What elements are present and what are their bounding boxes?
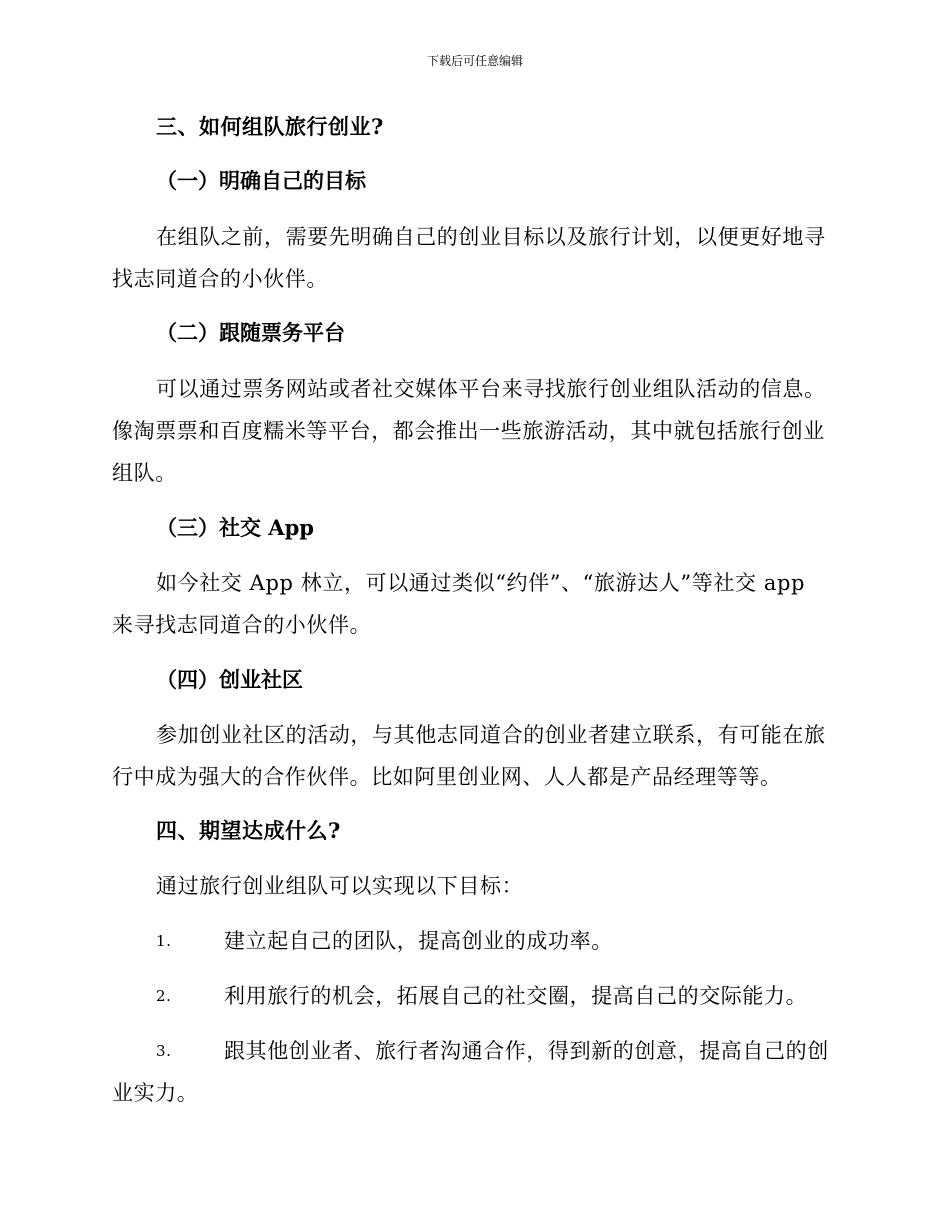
list-item-text: 利用旅行的机会，拓展自己的社交圈，提高自己的交际能力。 [224,984,808,1008]
list-item [112,920,832,962]
list-item-text-line-1: 跟其他创业者、旅行者沟通合作，得到新的创意，提高自己的创 [224,1039,829,1063]
list-item [112,975,832,1017]
list-item-number: 2. [156,987,172,1005]
subsection-4-body: 参加创业社区的活动，与其他志同道合的创业者建立联系，有可能在旅行中成为强大的合作伙伴。比如阿里创业网、人人都是产品经理等等。 [112,723,826,789]
list-item-text-line-2: 业实力。 [112,1081,199,1105]
subsection-3-heading: （三）社交 App [156,515,314,540]
list-item-number: 3. [156,1042,172,1060]
section-4-title: 四、期望达成什么? [156,818,341,843]
subsection-4-heading: （四）创业社区 [156,667,303,692]
section-4-intro: 通过旅行创业组队可以实现以下目标： [156,874,524,898]
section-3-title: 三、如何组队旅行创业? [156,114,384,139]
page-header: 下载后可任意编辑 [426,54,523,68]
subsection-1-body: 在组队之前，需要先明确自己的创业目标以及旅行计划，以便更好地寻找志同道合的小伙伴。 [112,225,826,291]
subsection-1-heading: （一）明确自己的目标 [156,168,366,193]
list-item [112,1030,832,1114]
subsection-2-heading: （二）跟随票务平台 [156,320,345,345]
subsection-2-body: 可以通过票务网站或者社交媒体平台来寻找旅行创业组队活动的信息。像淘票票和百度糯米等平台，都会推出一些旅游活动，其中就包括旅行创业组队。 [112,377,826,485]
subsection-3-body: 如今社交 App 林立，可以通过类似“约伴”、“旅游达人”等社交 app 来寻找志同道合的小伙伴。 [112,571,806,637]
list-item-number: 1. [156,932,172,950]
list-item-text: 建立起自己的团队，提高创业的成功率。 [224,929,613,953]
